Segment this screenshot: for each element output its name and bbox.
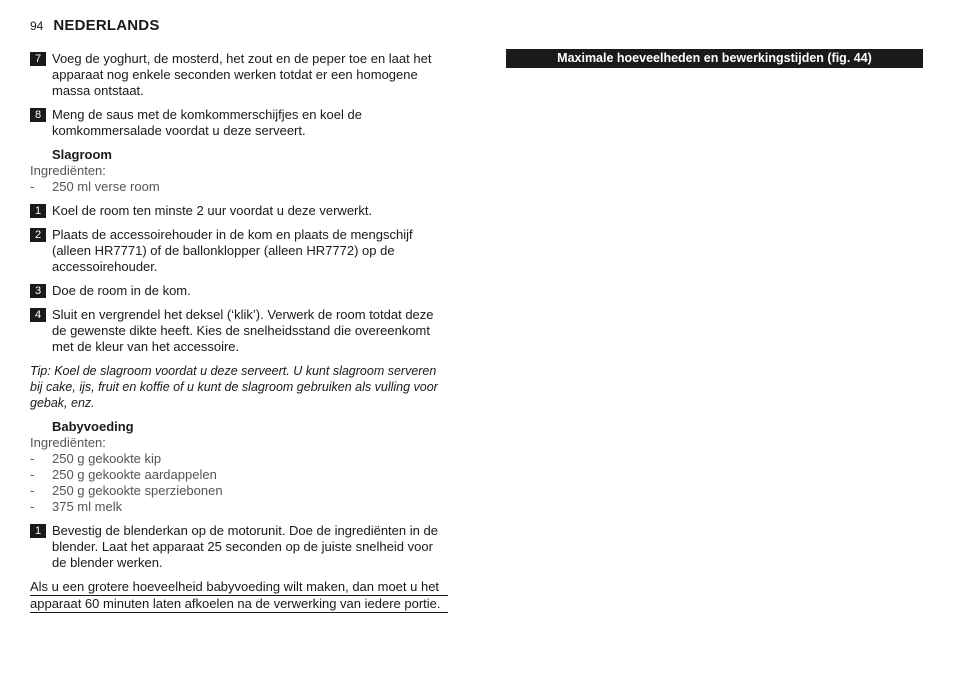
step-text: Voeg de yoghurt, de mosterd, het zout en de peper toe en laat het apparaat nog enkele seconden werken totdat er een homogene massa ontstaat. xyxy=(52,51,432,98)
ingredients-label: Ingrediënten: xyxy=(30,163,106,178)
note-line: apparaat 60 minuten laten afkoelen na de verwerking van iedere portie. xyxy=(30,596,448,613)
step-number: 2 xyxy=(30,228,46,242)
slagroom-step-2 xyxy=(30,227,448,275)
ingredient-item: - 250 g gekookte aardappelen xyxy=(30,467,217,482)
ingredient-item: - 250 g gekookte sperziebonen xyxy=(30,483,223,498)
babyvoeding-step-1 xyxy=(30,523,448,571)
step-text: Koel de room ten minste 2 uur voordat u deze verwerkt. xyxy=(52,203,373,218)
ingredient-item: - 250 ml verse room xyxy=(30,179,160,194)
table-title-bar: Maximale hoeveelheden en bewerkingstijden (fig. 44) xyxy=(506,49,923,68)
slagroom-step-4 xyxy=(30,307,448,355)
slagroom-step-1 xyxy=(30,203,448,219)
step-7 xyxy=(30,51,448,99)
page-header xyxy=(30,17,160,37)
step-number: 1 xyxy=(30,524,46,538)
babyvoeding-note xyxy=(30,579,448,613)
ingredient-item: - 375 ml melk xyxy=(30,499,123,514)
step-text: Meng de saus met de komkommerschijfjes en koel de komkommersalade voordat u deze serveert. xyxy=(52,107,362,138)
step-number: 4 xyxy=(30,308,46,322)
step-text: Sluit en vergrendel het deksel (‘klik’). Verwerk de room totdat deze de gewenste dikte heeft. Kies de snelheidsstand die overeenkomt met de kleur van het accessoire. xyxy=(52,307,434,354)
step-8 xyxy=(30,107,448,139)
step-number: 8 xyxy=(30,108,46,122)
ingredients-label: Ingrediënten: xyxy=(30,435,106,450)
step-text: Doe de room in de kom. xyxy=(52,283,191,298)
slagroom-step-3 xyxy=(30,283,448,299)
left-column xyxy=(30,51,448,613)
ingredient-item: - 250 g gekookte kip xyxy=(30,451,162,466)
section-title-slagroom: Slagroom xyxy=(52,147,112,162)
step-number: 7 xyxy=(30,52,46,66)
step-number: 1 xyxy=(30,204,46,218)
note-line: Als u een grotere hoeveelheid babyvoeding wilt maken, dan moet u het xyxy=(30,579,448,596)
step-text: Plaats de accessoirehouder in de kom en plaats de mengschijf (alleen HR7771) of de ballonklopper (alleen HR7772) op de accessoirehouder. xyxy=(52,227,413,274)
tip-text: Tip: Koel de slagroom voordat u deze serveert. U kunt slagroom serveren bij cake, ijs, fruit en koffie of u kunt de slagroom gebruiken als vulling voor gebak, enz. xyxy=(30,364,438,410)
section-title-babyvoeding: Babyvoeding xyxy=(52,419,134,434)
page-number: 94 xyxy=(30,19,44,33)
step-text: Bevestig de blenderkan op de motorunit. Doe de ingrediënten in de blender. Laat het apparaat 25 seconden op de juiste snelheid voor de blender werken. xyxy=(52,523,438,570)
language-heading: NEDERLANDS xyxy=(53,17,160,34)
step-number: 3 xyxy=(30,284,46,298)
